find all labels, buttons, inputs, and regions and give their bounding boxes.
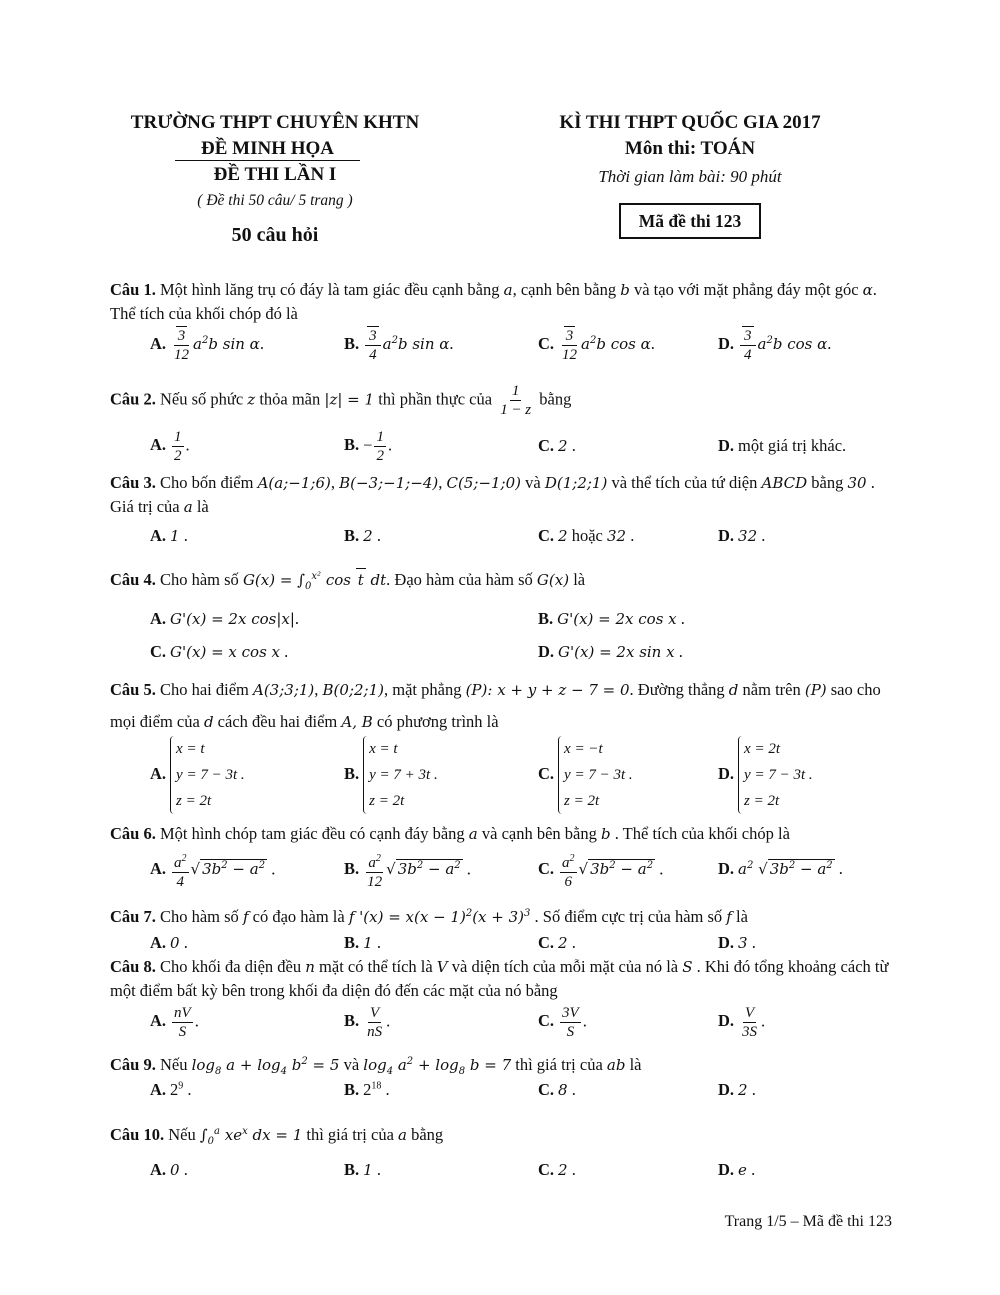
option-9d[interactable]: D. 2 . xyxy=(718,1080,756,1099)
exam-name: KÌ THI THPT QUỐC GIA 2017 xyxy=(559,112,821,133)
option-7a[interactable]: A. 0 . xyxy=(150,933,188,952)
option-2d[interactable]: D. một giá trị khác. xyxy=(718,436,847,455)
option-3b[interactable]: B. 2 . xyxy=(344,526,381,545)
question-label: Câu 1. xyxy=(110,280,156,299)
school-name: TRƯỜNG THPT CHUYÊN KHTN xyxy=(130,112,420,133)
question-10: Câu 10. Nếu $\int_0^a$ $xe^x$ dx = 1 thì giá trị của a bằng xyxy=(110,1125,444,1147)
question-3: Câu 3. Cho bốn điểm A(a;−1;6), B(−3;−1;−4), C(5;−1;0) và D(1;2;1) và thể tích của tứ diện ABCD bằng 30 . Giá trị của a là xyxy=(110,473,875,516)
option-9a[interactable]: A. $2^9$ . xyxy=(150,1080,192,1099)
option-8a[interactable]: A. $\frac{nV}{S}$ . xyxy=(150,1005,199,1040)
option-10d[interactable]: D. e . xyxy=(718,1160,756,1179)
option-3c[interactable]: C. 2 hoặc 32 . xyxy=(538,526,635,545)
option-8b[interactable]: B. $\frac{V}{nS}$ . xyxy=(344,1005,391,1040)
question-7: Câu 7. Cho hàm số f có đạo hàm là f '$(x) = x(x - 1)^2(x + 3)^3$ . Số điểm cực trị của hàm số f là xyxy=(110,907,748,926)
option-1d[interactable]: D. $\frac{3}{4}$ $a^2b$ cos α. xyxy=(718,328,832,363)
question-5: Câu 5. Cho hai điểm A(3;3;1), B(0;2;1), mặt phẳng (P): x + y + z − 7 = 0. Đường thẳng d nằm trên (P) sao cho mọi điểm của d cách đều hai điểm A, B có phương trình là xyxy=(110,680,881,731)
duration: Thời gian làm bài: 90 phút xyxy=(598,167,782,186)
option-4b[interactable]: B. G'(x) = 2x cos x . xyxy=(538,609,685,628)
question-count: 50 câu hỏi xyxy=(231,224,319,246)
option-3a[interactable]: A. 1 . xyxy=(150,526,188,545)
option-7c[interactable]: C. 2 . xyxy=(538,933,576,952)
question-8: Câu 8. Cho khối đa diện đều n mặt có thể tích là V và diện tích của mỗi mặt của nó là S . Khi đó tổng khoảng cách từ một điểm bất kỳ bên trong khối đa diện đó đến các mặt của nó bằng xyxy=(110,957,889,1000)
exam-type: ĐỀ MINH HỌA xyxy=(175,138,360,161)
question-1: Câu 1. Một hình lăng trụ có đáy là tam giác đều cạnh bằng a, cạnh bên bằng b và tạo với mặt phẳng đáy một góc α. Thể tích của khối chóp đó là xyxy=(110,280,877,323)
option-5c[interactable]: C. x = −t y = 7 − 3t . z = 2t xyxy=(538,736,637,814)
option-5a[interactable]: A. x = t y = 7 − 3t . z = 2t xyxy=(150,736,249,814)
question-9: Câu 9. Nếu $\log_8 a + \log_4 b^2 = 5$ và $\log_4 a^2 + \log_8 b = 7$ thì giá trị của ab là xyxy=(110,1055,642,1077)
option-10c[interactable]: C. 2 . xyxy=(538,1160,576,1179)
exam-code-box: Mã đề thi 123 xyxy=(619,203,761,239)
page-footer: Trang 1/5 – Mã đề thi 123 xyxy=(724,1213,892,1230)
option-1c[interactable]: C. $\frac{3}{12}$ $a^2b$ cos α. xyxy=(538,328,655,363)
option-6a[interactable]: A. $\frac{a^2}{4}$ √ $3b^2 - a^2$ . xyxy=(150,850,275,891)
option-4d[interactable]: D. G'(x) = 2x sin x . xyxy=(538,642,683,661)
option-8c[interactable]: C. $\frac{3V}{S}$ . xyxy=(538,1005,587,1040)
option-10a[interactable]: A. 0 . xyxy=(150,1160,188,1179)
option-2b[interactable]: B. − $\frac{1}{2}$ . xyxy=(344,429,393,464)
subject: Môn thi: TOÁN xyxy=(624,138,756,159)
option-1b[interactable]: B. $\frac{3}{4}$ $a^2b$ sin α. xyxy=(344,328,454,363)
exam-round: ĐỀ THI LẦN I xyxy=(213,164,337,185)
option-8d[interactable]: D. $\frac{V}{3S}$ . xyxy=(718,1005,766,1040)
option-1a[interactable]: A. $\frac{3}{12}$ $a^2b$ sin α. xyxy=(150,328,264,363)
option-2c[interactable]: C. 2 . xyxy=(538,436,576,455)
option-9b[interactable]: B. $2^{18}$ . xyxy=(344,1080,390,1099)
option-6b[interactable]: B. $\frac{a^2}{12}$ √ $3b^2 - a^2$ . xyxy=(344,850,471,891)
option-5d[interactable]: D. x = 2t y = 7 − 3t . z = 2t xyxy=(718,736,817,814)
option-6d[interactable]: D. $a^2$ √ $3b^2 - a^2$ . xyxy=(718,859,843,878)
option-5b[interactable]: B. x = t y = 7 + 3t . z = 2t xyxy=(344,736,442,814)
option-6c[interactable]: C. $\frac{a^2}{6}$ √ $3b^2 - a^2$ . xyxy=(538,850,663,891)
question-6: Câu 6. Một hình chóp tam giác đều có cạnh đáy bằng a và cạnh bên bằng b . Thể tích của khối chóp là xyxy=(110,824,790,843)
option-9c[interactable]: C. 8 . xyxy=(538,1080,576,1099)
question-2: Câu 2. Nếu số phức z thỏa mãn |z| = 1 thì phần thực của $\frac{1}{1 - z}$ bằng xyxy=(110,383,572,418)
option-7d[interactable]: D. 3 . xyxy=(718,933,756,952)
option-7b[interactable]: B. 1 . xyxy=(344,933,381,952)
exam-note: ( Đề thi 50 câu/ 5 trang ) xyxy=(197,192,353,209)
option-3d[interactable]: D. 32 . xyxy=(718,526,766,545)
option-4c[interactable]: C. G'(x) = x cos x . xyxy=(150,642,289,661)
question-4: Câu 4. Cho hàm số $G(x) = \int_0^{x^2}$ cos t dt. Đạo hàm của hàm số G(x) là xyxy=(110,570,586,592)
option-10b[interactable]: B. 1 . xyxy=(344,1160,381,1179)
option-2a[interactable]: A. $\frac{1}{2}$ . xyxy=(150,429,190,464)
option-4a[interactable]: A. G'(x) = 2x cos|x|. xyxy=(150,609,300,628)
